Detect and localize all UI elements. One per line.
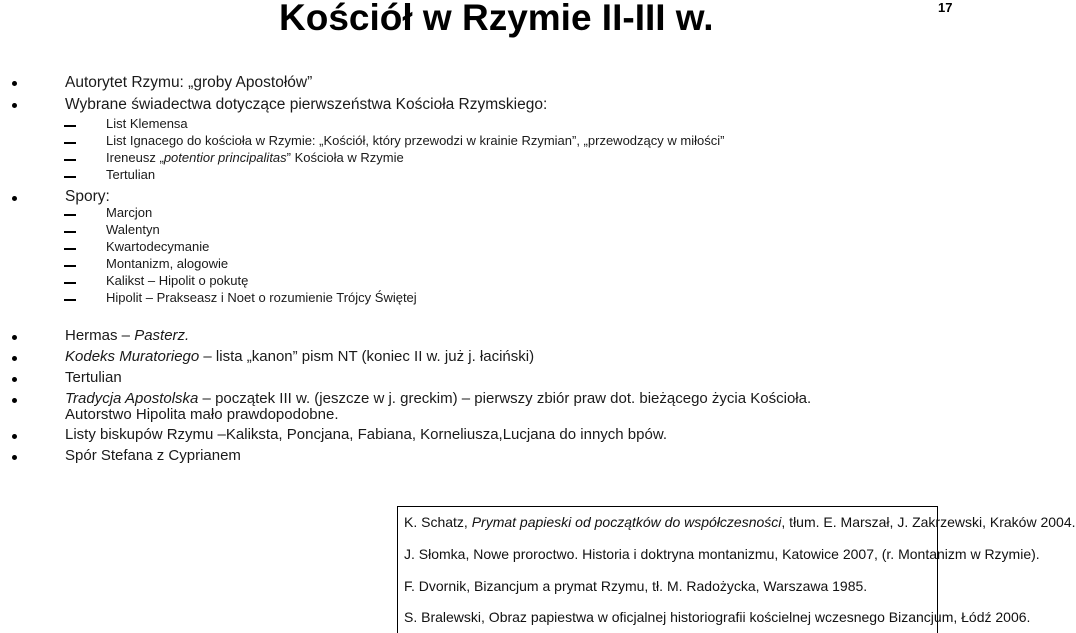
bullet-icon — [12, 434, 17, 439]
bullet-icon — [12, 356, 17, 361]
dash-icon — [64, 159, 76, 161]
outline-item: Tertulian — [65, 369, 122, 386]
reference-item: S. Bralewski, Obraz papiestwa w oficjalnej historiografii kościelnej wczesnego Bizancjum, Łódź 2006. — [404, 609, 1031, 625]
bullet-icon — [12, 335, 17, 340]
outline-item: Spór Stefana z Cyprianem — [65, 447, 241, 464]
dash-icon — [64, 299, 76, 301]
dash-icon — [64, 142, 76, 144]
dash-icon — [64, 248, 76, 250]
reference-item: K. Schatz, Prymat papieski od początków do współczesności, tłum. E. Marszał, J. Zakrzewski, Kraków 2004. — [404, 514, 1076, 530]
outline-item: Spory: — [65, 188, 110, 205]
outline-item: Tradycja Apostolska – początek III w. (jeszcze w j. greckim) – pierwszy zbiór praw dot. bieżącego życia Kościoła. — [65, 390, 812, 407]
outline-subitem: Walentyn — [106, 222, 160, 237]
outline-subitem: List Ignacego do kościoła w Rzymie: „Kościół, który przewodzi w krainie Rzymian”, „przewodzący w miłości” — [106, 133, 725, 148]
dash-icon — [64, 231, 76, 233]
bullet-icon — [12, 196, 17, 201]
outline-item: Autorytet Rzymu: „groby Apostołów” — [65, 74, 313, 91]
reference-item: J. Słomka, Nowe proroctwo. Historia i doktryna montanizmu, Katowice 2007, (r. Montanizm w Rzymie). — [404, 546, 1040, 562]
dash-icon — [64, 265, 76, 267]
outline-subitem: Hipolit – Prakseasz i Noet o rozumienie Trójcy Świętej — [106, 290, 417, 305]
outline-item: Kodeks Muratoriego – lista „kanon” pism NT (koniec II w. już j. łaciński) — [65, 348, 535, 365]
outline-subitem: Tertulian — [106, 167, 156, 182]
outline-subitem: Ireneusz „potentior principalitas” Kościoła w Rzymie — [106, 150, 404, 165]
bullet-icon — [12, 455, 17, 460]
outline-subitem: Montanizm, alogowie — [106, 256, 229, 271]
bullet-icon — [12, 81, 17, 86]
page-number: 17 — [938, 0, 953, 15]
dash-icon — [64, 176, 76, 178]
outline-item: Hermas – Pasterz. — [65, 327, 190, 344]
outline-subitem: Kalikst – Hipolit o pokutę — [106, 273, 249, 288]
outline-item-continued: Autorstwo Hipolita mało prawdopodobne. — [65, 406, 339, 423]
page-title: Kościół w Rzymie II-III w. — [279, 0, 714, 38]
bullet-icon — [12, 103, 17, 108]
outline-item: Wybrane świadectwa dotyczące pierwszeństwa Kościoła Rzymskiego: — [65, 96, 548, 113]
reference-item: F. Dvornik, Bizancjum a prymat Rzymu, tł. M. Radożycka, Warszawa 1985. — [404, 578, 868, 594]
dash-icon — [64, 125, 76, 127]
outline-subitem: Marcjon — [106, 205, 153, 220]
outline-subitem: List Klemensa — [106, 116, 188, 131]
outline-item: Listy biskupów Rzymu –Kaliksta, Poncjana, Fabiana, Korneliusza,Lucjana do innych bpów. — [65, 426, 668, 443]
bullet-icon — [12, 398, 17, 403]
bullet-icon — [12, 377, 17, 382]
dash-icon — [64, 214, 76, 216]
outline-subitem: Kwartodecymanie — [106, 239, 210, 254]
dash-icon — [64, 282, 76, 284]
